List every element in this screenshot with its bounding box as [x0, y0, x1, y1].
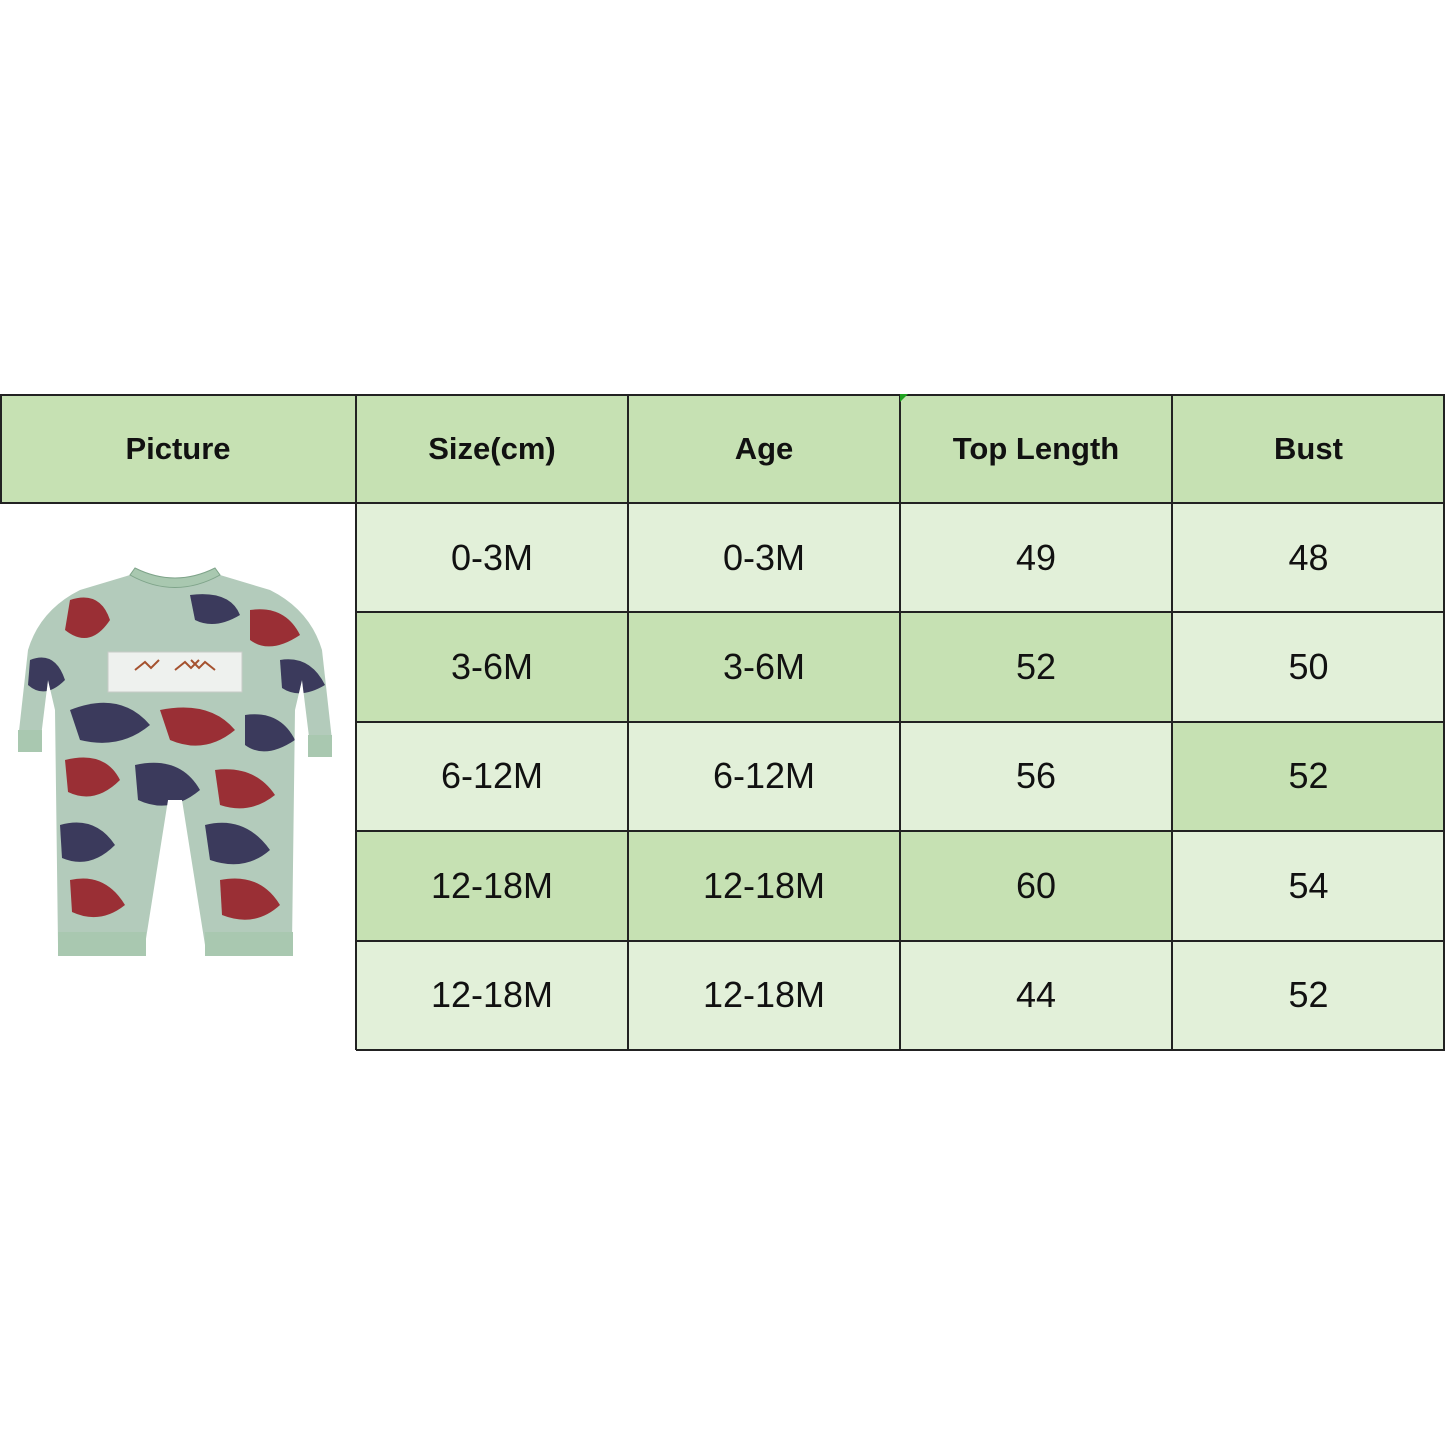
cell-value: 0-3M: [450, 536, 534, 578]
grid-line-col: [1171, 394, 1173, 1050]
table-cell-top-length: [900, 941, 1172, 1050]
cell-value: 6-12M: [712, 755, 816, 797]
table-cell-top-length: [900, 831, 1172, 940]
header-size-label: Size(cm): [428, 430, 556, 466]
cell-value: 52: [1288, 755, 1329, 797]
grid-line-header: [0, 502, 1445, 504]
cell-value: 3-6M: [450, 646, 534, 688]
table-cell-age: [628, 503, 900, 612]
header-age-label: Age: [734, 430, 794, 466]
header-picture-label: Picture: [125, 430, 231, 466]
table-cell-bust: [1172, 612, 1445, 721]
romper-picture: [10, 560, 340, 960]
cell-value: 52: [1288, 974, 1329, 1016]
cell-value: 12-18M: [702, 974, 826, 1016]
cell-value: 44: [1015, 974, 1057, 1016]
cell-value: 12-18M: [702, 864, 826, 906]
header-top-length: [900, 394, 1172, 503]
table-cell-bust: [1172, 831, 1445, 940]
header-age: [628, 394, 900, 503]
table-cell-top-length: [900, 503, 1172, 612]
cell-value: 6-12M: [440, 755, 544, 797]
header-top-length-label: Top Length: [952, 430, 1120, 466]
table-cell-size: [356, 612, 628, 721]
table-cell-age: [628, 722, 900, 831]
cell-value: 54: [1288, 864, 1329, 906]
table-cell-age: [628, 612, 900, 721]
grid-line-left: [0, 394, 2, 503]
table-cell-size: [356, 941, 628, 1050]
cell-value: 0-3M: [722, 536, 806, 578]
header-size: [356, 394, 628, 503]
table-cell-size: [356, 503, 628, 612]
table-cell-age: [628, 941, 900, 1050]
cell-value: 56: [1015, 755, 1057, 797]
grid-line-col: [627, 394, 629, 1050]
cell-value: 3-6M: [722, 646, 806, 688]
cell-value: 48: [1288, 536, 1329, 578]
cell-value: 60: [1015, 864, 1057, 906]
table-cell-top-length: [900, 722, 1172, 831]
cell-comment-marker: [900, 394, 908, 402]
table-cell-bust: [1172, 503, 1445, 612]
table-cell-age: [628, 831, 900, 940]
header-bust-label: Bust: [1274, 430, 1343, 466]
grid-line-col: [355, 394, 357, 1050]
cell-value: 50: [1288, 646, 1329, 688]
cell-value: 49: [1015, 536, 1057, 578]
cell-value: 12-18M: [430, 974, 554, 1016]
table-cell-top-length: [900, 612, 1172, 721]
grid-line-col: [899, 394, 901, 1050]
table-cell-bust: [1172, 722, 1445, 831]
header-picture: [0, 394, 356, 503]
cell-value: 52: [1015, 646, 1057, 688]
header-bust: [1172, 394, 1445, 503]
table-cell-size: [356, 831, 628, 940]
table-cell-bust: [1172, 941, 1445, 1050]
cell-value: 12-18M: [430, 864, 554, 906]
grid-line-top: [0, 394, 1445, 396]
table-cell-size: [356, 722, 628, 831]
